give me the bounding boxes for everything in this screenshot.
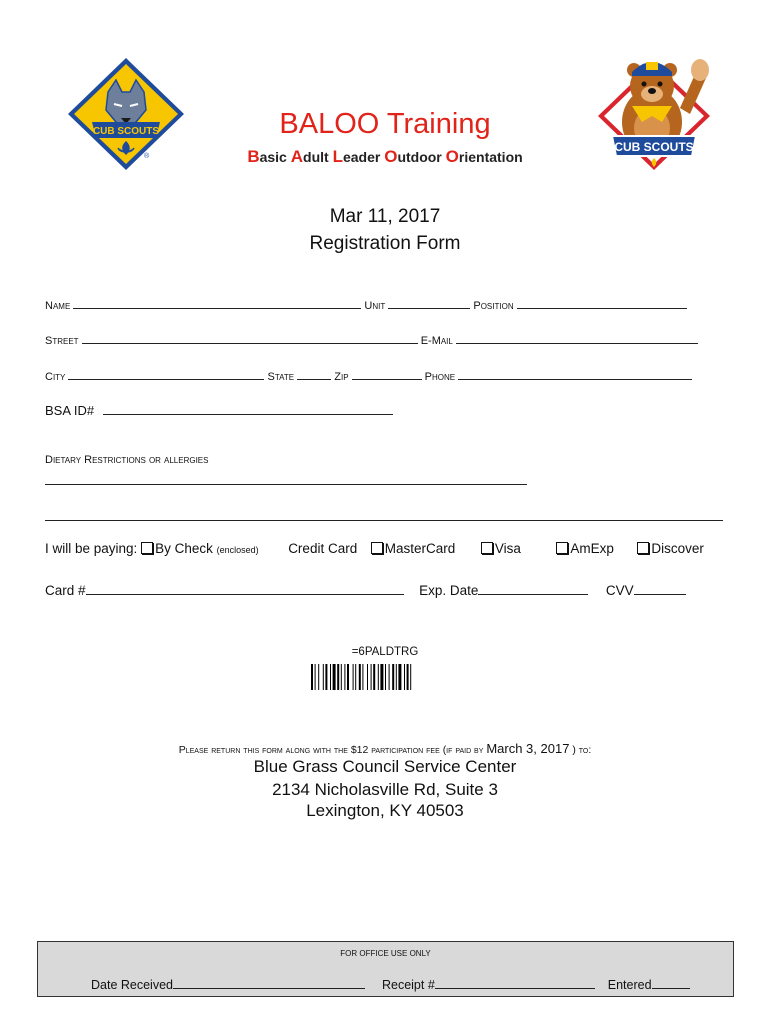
visa-checkbox[interactable] xyxy=(481,542,493,554)
barcode-bar xyxy=(380,664,383,690)
return-instruction-pre: Please return this form along with the $12 participation fee (if paid by xyxy=(178,744,487,756)
cvv-field[interactable] xyxy=(634,581,686,595)
address-line-2: 2134 Nicholasville Rd, Suite 3 xyxy=(272,780,498,799)
barcode-bar xyxy=(378,664,379,690)
row-city-state-zip-phone xyxy=(45,366,692,383)
subtitle-word: dult xyxy=(303,149,333,165)
by-check-checkbox[interactable] xyxy=(141,542,153,554)
unit-label: Unit xyxy=(364,300,386,312)
visa-label: Visa xyxy=(494,541,521,556)
subtitle-initial: O xyxy=(384,147,398,166)
barcode-bar xyxy=(371,664,372,690)
barcode-bar xyxy=(392,664,394,690)
mastercard-checkbox[interactable] xyxy=(371,542,383,554)
subtitle-initial: B xyxy=(247,147,260,166)
barcode-bar xyxy=(362,664,363,690)
barcode-bar xyxy=(385,664,386,690)
subtitle-word: utdoor xyxy=(397,149,446,165)
by-check-label: By Check xyxy=(155,541,213,556)
bsa-id-field[interactable] xyxy=(103,401,393,415)
email-field[interactable] xyxy=(456,330,698,344)
right-logo-text: CUB SCOUTS xyxy=(614,140,694,154)
bsa-id-label: BSA ID# xyxy=(45,403,95,418)
office-use-box xyxy=(37,941,734,997)
mastercard-label: MasterCard xyxy=(384,541,456,556)
name-field[interactable] xyxy=(73,295,361,309)
return-instructions xyxy=(0,741,770,756)
return-deadline: March 3, 2017 xyxy=(486,741,570,756)
subtitle-initial: O xyxy=(445,147,459,166)
form-name: Registration Form xyxy=(309,233,461,254)
page-subtitle xyxy=(0,147,770,167)
barcode-bar xyxy=(396,664,397,690)
barcode-bar xyxy=(398,664,401,690)
barcode-bar xyxy=(330,664,331,690)
subtitle-initial: L xyxy=(332,147,343,166)
barcode-bar xyxy=(359,664,361,690)
row-dietary xyxy=(45,454,208,466)
office-use-fields xyxy=(91,975,690,992)
cvv-label: CVV xyxy=(605,583,634,598)
phone-field[interactable] xyxy=(458,366,692,380)
barcode-bar xyxy=(407,664,409,690)
credit-card-label: Credit Card xyxy=(288,541,358,556)
barcode-bar xyxy=(325,664,327,690)
left-logo-text: CUB SCOUTS xyxy=(92,126,160,137)
row-name-unit-position xyxy=(45,295,687,312)
barcode-bar xyxy=(315,664,316,690)
barcode-bar xyxy=(341,664,342,690)
barcode-bar xyxy=(389,664,390,690)
street-label: Street xyxy=(45,335,79,347)
dietary-label: Dietary Restrictions or allergies xyxy=(45,454,209,466)
discover-label: Discover xyxy=(651,541,704,556)
state-field[interactable] xyxy=(297,366,331,380)
row-street-email xyxy=(45,330,698,347)
barcode-bar xyxy=(323,664,324,690)
city-field[interactable] xyxy=(68,366,264,380)
exp-date-label: Exp. Date xyxy=(419,583,479,598)
unit-field[interactable] xyxy=(388,295,470,309)
barcode-bar xyxy=(344,664,345,690)
entered-label: Entered xyxy=(607,978,652,992)
exp-date-field[interactable] xyxy=(478,581,588,595)
barcode-bar xyxy=(373,664,375,690)
address-line-3: Lexington, KY 40503 xyxy=(306,801,464,820)
receipt-field[interactable] xyxy=(435,975,595,989)
barcode-bar xyxy=(353,664,354,690)
barcode-bar xyxy=(318,664,319,690)
barcode-bar xyxy=(311,664,313,690)
card-number-field[interactable] xyxy=(86,581,404,595)
email-label: E-Mail xyxy=(420,335,453,347)
payment-label: I will be paying: xyxy=(45,541,138,556)
zip-label: Zip xyxy=(334,371,349,383)
subtitle-word: asic xyxy=(259,149,291,165)
barcode-bar xyxy=(333,664,336,690)
row-payment-method xyxy=(45,541,704,556)
subtitle-initial: A xyxy=(290,147,304,166)
zip-field[interactable] xyxy=(352,366,422,380)
date-received-label: Date Received xyxy=(91,978,173,992)
barcode-bar xyxy=(347,664,349,690)
phone-label: Phone xyxy=(424,371,456,383)
date-received-field[interactable] xyxy=(173,975,365,989)
state-label: State xyxy=(267,371,295,383)
card-number-label: Card # xyxy=(45,583,86,598)
subtitle-word: rientation xyxy=(458,149,523,165)
city-label: City xyxy=(45,371,66,383)
street-field[interactable] xyxy=(82,330,418,344)
amex-checkbox[interactable] xyxy=(556,542,568,554)
position-field[interactable] xyxy=(517,295,687,309)
dietary-line-1[interactable] xyxy=(45,471,527,485)
barcode-bar xyxy=(410,664,411,690)
position-label: Position xyxy=(473,300,514,312)
office-use-title: FOR OFFICE USE ONLY xyxy=(340,949,431,958)
receipt-label: Receipt # xyxy=(381,978,435,992)
entered-field[interactable] xyxy=(652,975,690,989)
event-date: Mar 11, 2017 xyxy=(329,206,441,227)
dietary-line-2[interactable] xyxy=(45,507,723,521)
barcode-bar xyxy=(355,664,356,690)
return-instruction-post: ) to: xyxy=(569,744,592,756)
row-card-details xyxy=(45,581,686,598)
barcode-text: =6PALDTRG xyxy=(351,646,419,658)
amex-label: AmExp xyxy=(570,541,614,556)
barcode-bar xyxy=(367,664,368,690)
page-title: BALOO Training xyxy=(279,108,491,140)
enclosed-note: (enclosed) xyxy=(216,545,259,555)
row-bsa-id xyxy=(45,401,393,418)
svg-text:®: ® xyxy=(144,153,150,160)
address-line-1: Blue Grass Council Service Center xyxy=(253,757,517,776)
barcode-bar xyxy=(337,664,339,690)
barcode-bar xyxy=(404,664,405,690)
subtitle-word: eader xyxy=(342,149,385,165)
name-label: Name xyxy=(45,300,71,312)
discover-checkbox[interactable] xyxy=(637,542,649,554)
barcode-image xyxy=(311,664,457,690)
